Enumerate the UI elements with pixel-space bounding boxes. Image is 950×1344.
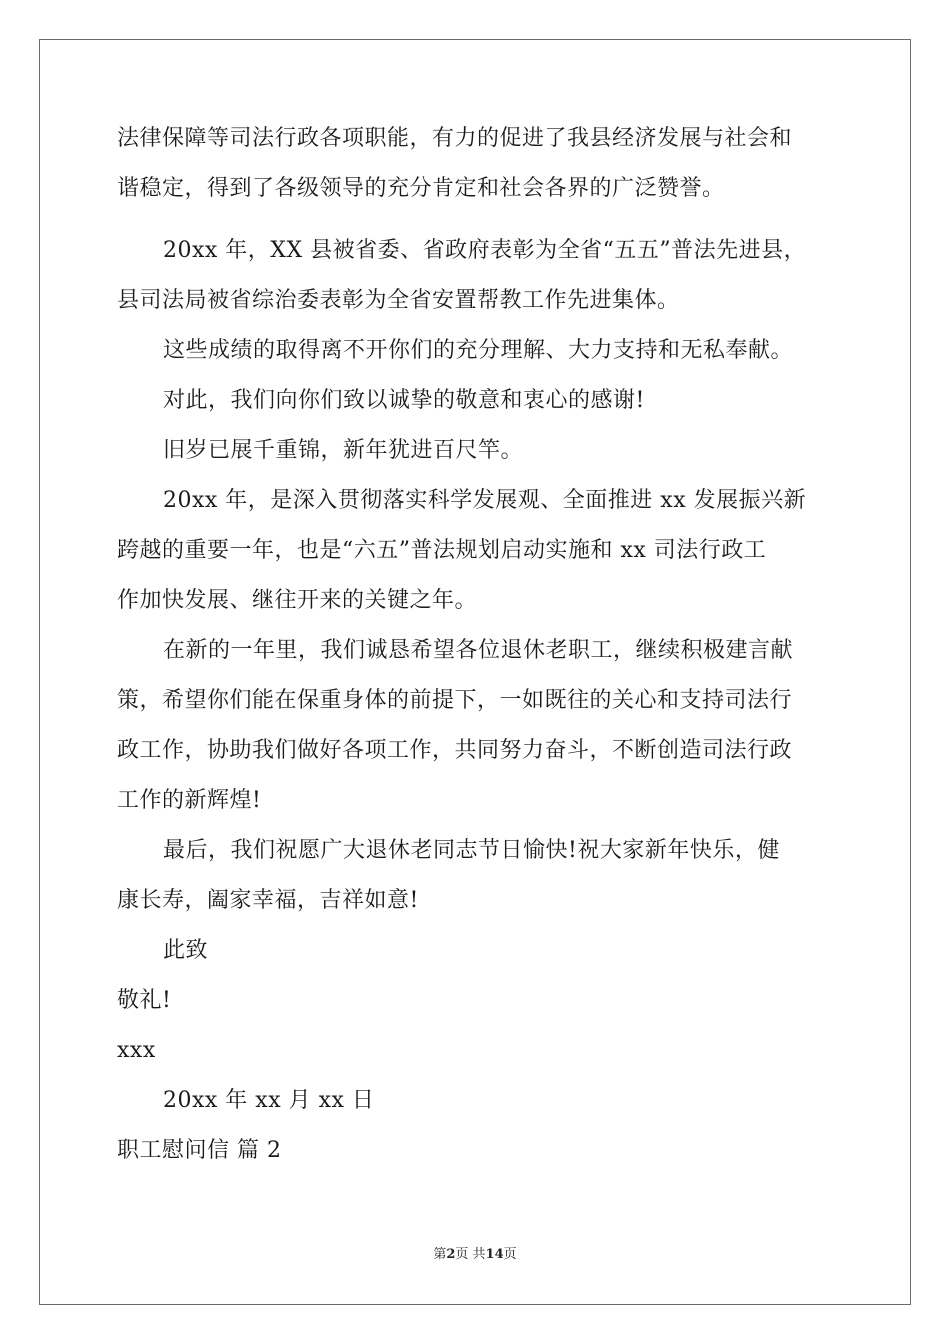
text-line: 最后，我们祝愿广大退休老同志节日愉快!祝大家新年快乐，健 — [163, 838, 780, 863]
footer-suffix: 页 — [503, 1247, 517, 1262]
salutation: 敬礼! — [117, 988, 172, 1013]
text-line: 康长寿，阖家幸福，吉祥如意! — [117, 888, 419, 913]
page-footer — [0, 1246, 950, 1264]
text-line: 20xx 年，是深入贯彻落实科学发展观、全面推进 xx 发展振兴新 — [163, 488, 807, 513]
footer-middle: 页 共 — [455, 1247, 486, 1262]
text-line: 旧岁已展千重锦，新年犹进百尺竿。 — [163, 438, 524, 463]
text-line: 政工作，协助我们做好各项工作，共同努力奋斗，不断创造司法行政 — [117, 738, 793, 763]
text-line: 作加快发展、继往开来的关键之年。 — [117, 588, 478, 613]
footer-page-number: 2 — [446, 1247, 456, 1262]
footer-total-pages: 14 — [485, 1247, 504, 1262]
text-line: 在新的一年里，我们诚恳希望各位退休老职工，继续积极建言献 — [163, 638, 794, 663]
text-line: 谐稳定，得到了各级领导的充分肯定和社会各界的广泛赞誉。 — [117, 176, 725, 201]
closing-phrase: 此致 — [163, 938, 209, 963]
date-line: 20xx 年 xx 月 xx 日 — [163, 1088, 375, 1113]
text-line: 县司法局被省综治委表彰为全省安置帮教工作先进集体。 — [117, 288, 680, 313]
text-line: 工作的新辉煌! — [117, 788, 262, 813]
text-line: 策，希望你们能在保重身体的前提下，一如既往的关心和支持司法行 — [117, 688, 793, 713]
text-line: 法律保障等司法行政各项职能，有力的促进了我县经济发展与社会和 — [117, 126, 793, 151]
text-line: 对此，我们向你们致以诚挚的敬意和衷心的感谢! — [163, 388, 645, 413]
text-line: 这些成绩的取得离不开你们的充分理解、大力支持和无私奉献。 — [163, 338, 794, 363]
footer-prefix: 第 — [433, 1247, 447, 1262]
section-heading: 职工慰问信 篇 2 — [117, 1138, 282, 1163]
text-line: 20xx 年，XX 县被省委、省政府表彰为全省“五五”普法先进县， — [163, 238, 807, 263]
signature: xxx — [117, 1038, 156, 1063]
text-line: 跨越的重要一年，也是“六五”普法规划启动实施和 xx 司法行政工 — [117, 538, 767, 563]
